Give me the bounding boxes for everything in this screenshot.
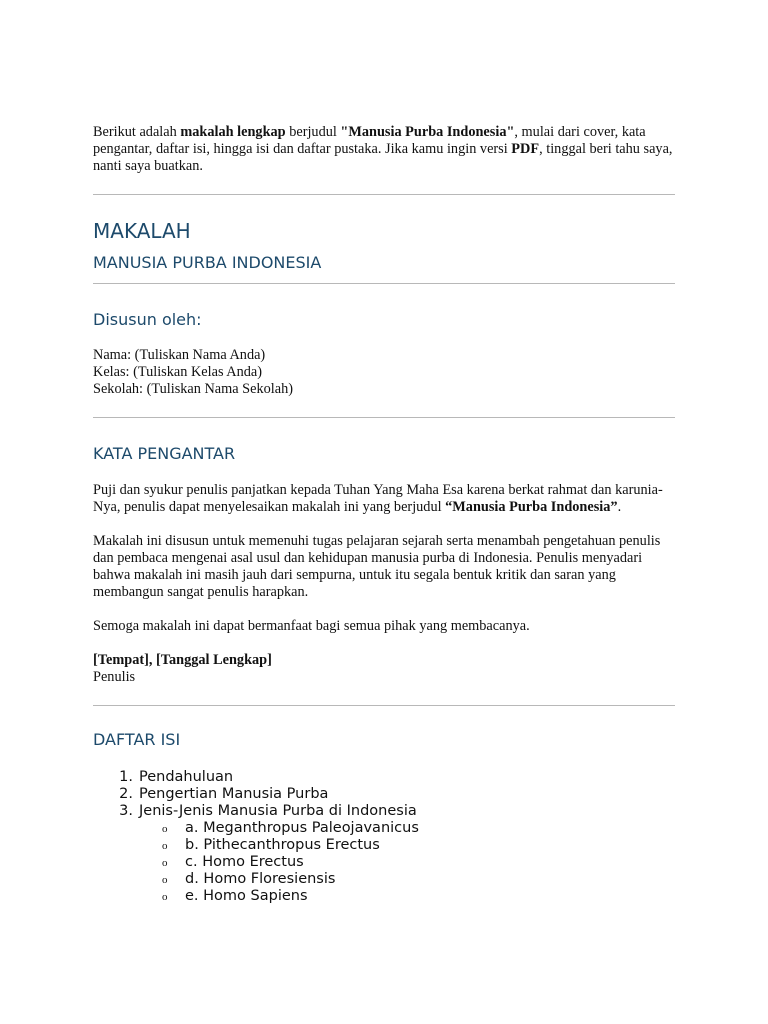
divider <box>93 705 675 706</box>
preface-text: . <box>617 499 622 515</box>
toc-number: 3. <box>119 803 133 819</box>
toc-label: Pengertian Manusia Purba <box>139 786 329 802</box>
toc-item <box>93 803 675 820</box>
toc-subitem-label: a. Meganthropus Paleojavanicus <box>185 820 419 836</box>
divider <box>93 417 675 418</box>
toc-number: 2. <box>119 786 133 802</box>
toc-number: 1. <box>119 769 133 785</box>
toc-subitem <box>93 871 675 888</box>
bullet-icon: o <box>162 891 168 903</box>
toc-item <box>93 786 675 803</box>
preface-closing <box>93 652 675 686</box>
toc-subitem-label: c. Homo Erectus <box>185 854 304 870</box>
cover-subtitle: MANUSIA PURBA INDONESIA <box>93 253 322 272</box>
intro-text: berjudul <box>285 124 341 140</box>
signature: Penulis <box>93 669 136 685</box>
preface-paragraph-2: Makalah ini disusun untuk memenuhi tugas pelajaran sejarah serta menambah pengetahuan penulis dan pembaca mengenai asal usul dan kehidupan manusia purba di Indonesia. Penulis menyadari bahwa makalah ini masih jauh dari sempurna, untuk itu segala bentuk kritik dan saran yang membangun sangat penulis harapkan. <box>93 533 661 600</box>
toc-subitem <box>93 820 675 837</box>
intro-bold-title: "Manusia Purba Indonesia" <box>340 124 515 140</box>
toc-label: Jenis-Jenis Manusia Purba di Indonesia <box>139 803 417 819</box>
bullet-icon: o <box>162 823 168 835</box>
toc-label: Pendahuluan <box>139 769 234 785</box>
preface-text: Puji dan syukur penulis panjatkan kepada Tuhan Yang Maha Esa karena berkat rahmat dan karunia-Nya, penulis dapat menyelesaikan makalah ini yang berjudul <box>93 482 663 515</box>
intro-text: Berikut adalah <box>93 124 181 140</box>
toc-subitem-label: e. Homo Sapiens <box>185 888 308 904</box>
toc-subitem-label: b. Pithecanthropus Erectus <box>185 837 380 853</box>
document-page <box>93 124 675 905</box>
place-date: [Tempat], [Tanggal Lengkap] <box>93 652 272 668</box>
cover-title: MAKALAH <box>93 219 191 243</box>
toc-heading: DAFTAR ISI <box>93 730 181 749</box>
preface-bold-title: “Manusia Purba Indonesia” <box>445 499 618 515</box>
preface-heading: KATA PENGANTAR <box>93 444 236 463</box>
preface-paragraph-3: Semoga makalah ini dapat bermanfaat bagi semua pihak yang membacanya. <box>93 618 530 634</box>
toc-subitem <box>93 888 675 905</box>
bullet-icon: o <box>162 857 168 869</box>
intro-bold-makalah: makalah lengkap <box>180 124 286 140</box>
divider <box>93 283 675 284</box>
toc-list <box>93 769 675 905</box>
intro-paragraph <box>93 124 675 175</box>
author-name-line: Nama: (Tuliskan Nama Anda) <box>93 347 266 363</box>
preface-paragraph-1 <box>93 482 675 516</box>
intro-text: , mulai dari cover, kata pengantar, daftar isi, hingga isi dan daftar pustaka. Jika kamu ingin versi <box>93 124 646 157</box>
toc-subitem <box>93 854 675 871</box>
author-info <box>93 347 675 398</box>
toc-item <box>93 769 675 786</box>
divider <box>93 194 675 195</box>
author-heading: Disusun oleh: <box>93 310 202 329</box>
bullet-icon: o <box>162 840 168 852</box>
author-school-line: Sekolah: (Tuliskan Nama Sekolah) <box>93 381 294 397</box>
toc-subitem <box>93 837 675 854</box>
intro-bold-pdf: PDF <box>511 141 540 157</box>
bullet-icon: o <box>162 874 168 886</box>
intro-text: , tinggal beri tahu saya, nanti saya buatkan. <box>93 141 673 174</box>
toc-subitem-label: d. Homo Floresiensis <box>185 871 336 887</box>
author-class-line: Kelas: (Tuliskan Kelas Anda) <box>93 364 263 380</box>
